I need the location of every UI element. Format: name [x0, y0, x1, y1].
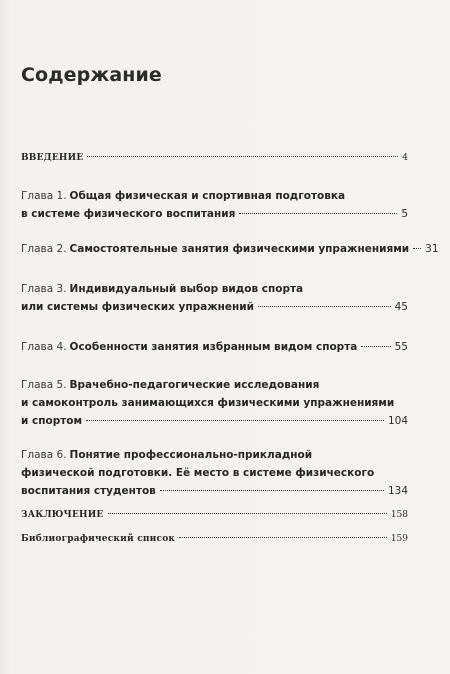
toc-entry-title: ВВЕДЕНИЕ — [21, 153, 84, 163]
dot-leader — [108, 513, 387, 514]
dot-leader — [179, 537, 387, 538]
dot-leader — [239, 213, 397, 214]
chapter-title-line: Врачебно-педагогические исследования — [69, 379, 320, 391]
toc-page-number: 104 — [387, 415, 408, 427]
toc-entry-chapter-3[interactable] — [21, 280, 408, 316]
toc-page-number: 45 — [394, 301, 408, 313]
toc-entry-chapter-5[interactable] — [21, 376, 408, 430]
chapter-title-line: Общая физическая и спортивная подготовка — [69, 190, 346, 202]
dot-leader — [258, 306, 391, 307]
chapter-title-line: и спортом — [21, 415, 83, 427]
chapter-title-line: Самостоятельные занятия физическими упражнениями — [69, 243, 410, 255]
dot-leader — [361, 346, 390, 347]
toc-page-number: 158 — [390, 510, 408, 520]
toc-heading: Содержание — [21, 64, 162, 86]
toc-entry-title: ЗАКЛЮЧЕНИЕ — [21, 510, 104, 520]
dot-leader — [160, 490, 384, 491]
chapter-title-line: воспитания студентов — [21, 485, 156, 497]
toc-entry-title: Библиографический список — [21, 534, 176, 544]
chapter-number: Глава 4. — [21, 341, 67, 353]
chapter-number: Глава 2. — [21, 243, 67, 255]
toc-entry-bibliography[interactable] — [21, 530, 408, 548]
dot-leader — [86, 420, 384, 421]
toc-entry-chapter-6[interactable] — [21, 446, 408, 500]
toc-page-number: 31 — [425, 243, 439, 255]
chapter-number: Глава 3. — [21, 283, 67, 295]
toc-entry-chapter-4[interactable] — [21, 338, 408, 356]
toc-page-number: 55 — [394, 341, 408, 353]
dot-leader — [87, 156, 398, 157]
toc-page-number: 4 — [402, 153, 408, 163]
toc-page-number: 5 — [401, 208, 408, 220]
toc-entry-chapter-1[interactable] — [21, 187, 408, 223]
chapter-title-line: или системы физических упражнений — [21, 301, 254, 313]
toc-page-number: 159 — [390, 534, 408, 544]
chapter-number: Глава 1. — [21, 190, 67, 202]
chapter-number: Глава 6. — [21, 449, 67, 461]
chapter-number: Глава 5. — [21, 379, 67, 391]
chapter-title-line: Понятие профессионально-прикладной — [69, 449, 313, 461]
dot-leader — [413, 248, 421, 249]
chapter-title-line: Индивидуальный выбор видов спорта — [69, 283, 304, 295]
chapter-title-line: физической подготовки. Её место в системе физического — [21, 467, 375, 479]
chapter-title-line: Особенности занятия избранным видом спорта — [69, 341, 358, 353]
toc-page-number: 134 — [387, 485, 408, 497]
toc-entry-conclusion[interactable] — [21, 506, 408, 524]
toc-entry-introduction[interactable] — [21, 149, 408, 167]
chapter-title-line: и самоконтроль занимающихся физическими упражнениями — [21, 397, 395, 409]
toc-entry-chapter-2[interactable] — [21, 240, 439, 258]
chapter-title-line: в системе физического воспитания — [21, 208, 236, 220]
